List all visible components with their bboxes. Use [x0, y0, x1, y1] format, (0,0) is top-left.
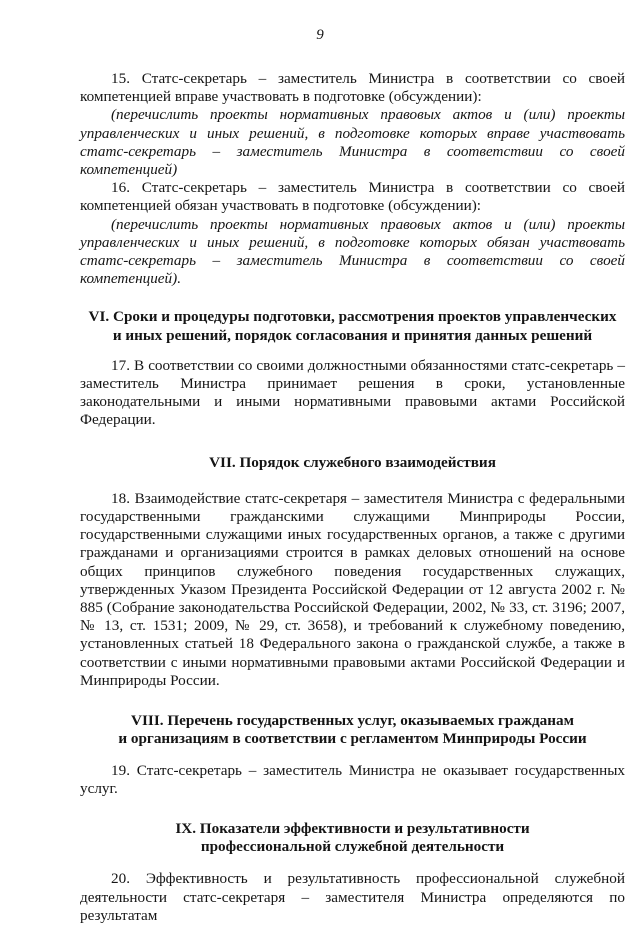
- paragraph-20: 20. Эффективность и результативность профессиональной служебной деятельности статс-секретаря – заместителя Министра определяются по результатам: [80, 870, 625, 924]
- section-heading-ix-line-1: IX. Показатели эффективности и результативности: [175, 819, 530, 837]
- paragraph-15-note: (перечислить проекты нормативных правовых актов и (или) проекты управленческих и иных решений, в подготовке которых вправе участвовать статс-секретарь – заместитель Министра в соответствии со своей компетенцией): [80, 106, 625, 179]
- paragraph-19: 19. Статс-секретарь – заместитель Министра не оказывает государственных услуг.: [80, 761, 625, 797]
- paragraph-15: 15. Статс-секретарь – заместитель Министра в соответствии со своей компетенцией вправе участвовать в подготовке (обсуждении):: [80, 70, 625, 106]
- section-heading-ix-line-2: профессиональной служебной деятельности: [200, 838, 505, 856]
- section-heading-vi: [80, 308, 625, 344]
- page-number: 9: [316, 27, 324, 43]
- section-heading-viii-line-2: и организациям в соответствии с регламентом Минприроды России: [118, 730, 587, 748]
- section-heading-viii: [80, 712, 625, 748]
- paragraph-17: 17. В соответствии со своими должностными обязанностями статс-секретарь – заместитель Министра принимает решения в сроки, установленные законодательными и иными нормативными правовыми актами Российской Федерации.: [80, 356, 625, 429]
- section-heading-viii-line-1: VIII. Перечень государственных услуг, оказываемых гражданам: [131, 712, 574, 730]
- paragraph-18: 18. Взаимодействие статс-секретаря – заместителя Министра с федеральными государственными гражданскими служащими Минприроды России, государственными служащими иных государственных органов, а также с другими гражданами и организациями строится в рамках деловых отношений на основе общих принципов служебного поведения государственных служащих, утвержденных Указом Президента Российской Федерации от 12 августа 2002 г. № 885 (Собрание законодательства Российской Федерации, 2002, № 33, ст. 3196; 2007, № 13, ст. 1531; 2009, № 29, ст. 3658), и требований к служебному поведению, установленных статьей 18 Федерального закона о гражданской службе, а также в соответствии с иными нормативными правовыми актами Российской Федерации и Минприроды России.: [80, 489, 625, 689]
- section-heading-ix: [80, 820, 625, 856]
- section-heading-vii: [80, 454, 625, 472]
- section-heading-vi-line-1: VI. Сроки и процедуры подготовки, рассмотрения проектов управленческих: [88, 308, 617, 326]
- section-heading-vii-line-1: VII. Порядок служебного взаимодействия: [209, 453, 496, 471]
- paragraph-16-note: (перечислить проекты нормативных правовых актов и (или) проекты управленческих и иных решений, в подготовке которых обязан участвовать статс-секретарь – заместитель Министра в соответствии со своей компетенцией).: [80, 215, 625, 288]
- document-body: [80, 70, 625, 925]
- section-heading-vi-line-2: и иных решений, порядок согласования и принятия данных решений: [112, 326, 593, 344]
- paragraph-16: 16. Статс-секретарь – заместитель Министра в соответствии со своей компетенцией обязан участвовать в подготовке (обсуждении):: [80, 179, 625, 215]
